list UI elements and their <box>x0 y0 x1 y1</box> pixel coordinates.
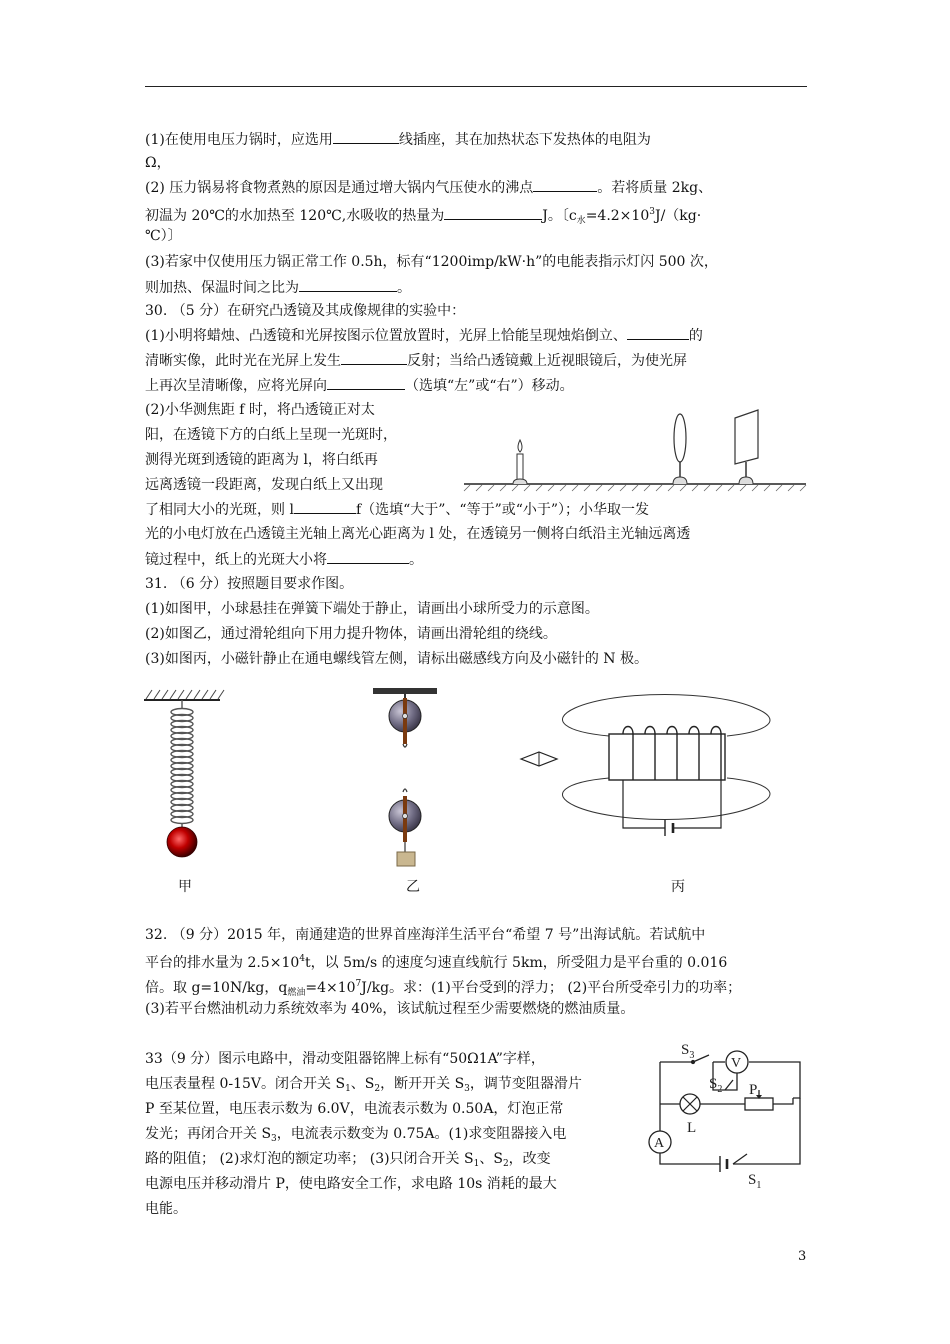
movable-pulley <box>389 789 421 852</box>
battery-icon <box>720 1156 727 1172</box>
red-ball <box>167 827 197 857</box>
q30-line-10: 光的小电灯放在凸透镜主光轴上离光心距离为 l 处，在透镜另一侧将白纸沿主光轴远离透 <box>145 526 691 542</box>
q29-line-1: (1)在使用电压力锅时，应选用 线插座，其在加热状态下发热体的电阻为 <box>145 132 651 148</box>
label-l: L <box>687 1120 697 1136</box>
q30-line-11: 镜过程中，纸上的光斑大小将 。 <box>145 552 423 568</box>
q29-line-6: (3)若家中仅使用压力锅正常工作 0.5h，标有“1200imp/kW·h”的电能表指示灯闪 500 次， <box>145 254 718 270</box>
q33-line-4: 发光；再闭合开关 $S_3$，电流表示数变为 0.75A。(1)求变阻器接入电 <box>145 1126 567 1144</box>
q30-line-4: 上再次呈清晰像，应将光屏向 （选填“左”或“右”）移动。 <box>145 378 574 394</box>
label-p: P <box>749 1082 758 1098</box>
q29-line-7: 则加热、保温时间之比为 。 <box>145 280 411 296</box>
q30-line-5: (2)小华测焦距 f 时，将凸透镜正对太 <box>145 402 375 418</box>
answer-blank[interactable] <box>333 130 399 144</box>
caption-bing: 丙 <box>671 879 685 895</box>
q31-line-3: (2)如图乙，通过滑轮组向下用力提升物体，请画出滑轮组的绕线。 <box>145 626 557 642</box>
figure-jia-spring-ball <box>140 680 230 865</box>
switch-s1 <box>733 1154 747 1164</box>
hanging-weight <box>397 852 415 866</box>
q33-line-2: 电压表量程 0-15V。闭合开关 $S_1$、$S_2$，断开开关 $S_3$，调节变阻器滑片 <box>145 1076 582 1094</box>
q31-line-2: (1)如图甲，小球悬挂在弹簧下端处于静止，请画出小球所受力的示意图。 <box>145 601 599 617</box>
q30-line-7: 测得光斑到透镜的距离为 l，将白纸再 <box>145 452 378 468</box>
answer-blank[interactable] <box>533 178 597 192</box>
q33-line-3: P 至某位置，电压表示数为 6.0V，电流表示数为 0.50A，灯泡正常 <box>145 1101 564 1117</box>
caption-jia: 甲 <box>178 879 192 895</box>
q29-line-2: Ω， <box>145 155 171 171</box>
q29-line-5: ℃）〕 <box>145 228 182 244</box>
ammeter-icon <box>649 1131 671 1153</box>
q33-line-1: 33（9 分）图示电路中，滑动变阻器铭牌上标有“50Ω1A”字样， <box>145 1051 545 1067</box>
answer-blank[interactable] <box>327 550 409 564</box>
caption-yi: 乙 <box>406 879 420 895</box>
q32-line-2: 平台的排水量为 $2.5\times 10^4t$，以 5m/s 的速度匀速直线航行 5km，所受阻力是平台重的 0.016 <box>145 954 728 971</box>
q30-line-9: 了相同大小的光斑，则 l f（选填“大于”、“等于”或“小于”）；小华取一发 <box>145 502 650 518</box>
q30-line-8: 远离透镜一段距离，发现白纸上又出现 <box>145 477 383 493</box>
q30-line-6: 阳，在透镜下方的白纸上呈现一光斑时， <box>145 427 397 443</box>
circuit-diagram <box>645 1040 810 1190</box>
page-number: 3 <box>798 1249 807 1264</box>
spring <box>171 700 193 830</box>
q29-line-3: (2) 压力锅易将食物煮熟的原因是通过增大锅内气压使水的沸点 。若将质量 2kg、 <box>145 180 713 196</box>
solenoid-core <box>609 734 725 780</box>
figure-yi-pulley-system <box>365 680 455 870</box>
q30-line-3: 清晰实像，此时光在光屏上发生 反射；当给凸透镜戴上近视眼镜后，为使光屏 <box>145 353 687 369</box>
answer-blank[interactable] <box>294 500 356 514</box>
answer-blank[interactable] <box>341 351 407 365</box>
q33-line-6: 电源电压并移动滑片 P，使电路安全工作，求电路 10s 消耗的最大 <box>145 1176 557 1192</box>
q32-line-1: 32. （9 分）2015 年，南通建造的世界首座海洋生活平台“希望 7 号”出海试航。若试航中 <box>145 927 706 943</box>
circuit-wires <box>623 780 721 828</box>
figure-bing-solenoid <box>515 680 810 875</box>
q33-line-5: 路的阻值； (2)求灯泡的额定功率； (3)只闭合开关 $S_1$、$S_2$，改变 <box>145 1151 551 1169</box>
convex-lens <box>673 414 687 484</box>
answer-blank[interactable] <box>627 326 689 340</box>
q31-title: 31. （6 分）按照题目要求作图。 <box>145 576 354 592</box>
label-s1: $S_1$ <box>748 1172 762 1191</box>
optical-bench-figure <box>460 400 810 500</box>
label-s3: $S_3$ <box>681 1042 695 1061</box>
light-screen <box>735 410 758 484</box>
battery-icon <box>665 820 673 836</box>
voltmeter-icon <box>726 1051 748 1073</box>
q32-line-4: (3)若平台燃油机动力系统效率为 40%，该试航过程至少需要燃烧的燃油质量。 <box>145 1001 635 1017</box>
answer-blank[interactable] <box>299 278 397 292</box>
switch-s2 <box>725 1080 733 1090</box>
fixed-pulley <box>389 698 421 747</box>
bench-surface <box>464 484 806 491</box>
q31-line-4: (3)如图丙，小磁针静止在通电螺线管左侧，请标出磁感线方向及小磁针的 N 极。 <box>145 651 648 667</box>
candle <box>513 440 527 484</box>
answer-blank[interactable] <box>444 206 542 220</box>
label-s2: $S_2$ <box>709 1076 723 1095</box>
q29-line-4: 初温为 20℃的水加热至 120℃,水吸收的热量为 J。〔$c_水=4.2\times 10^3J/(kg\cdot$ <box>145 207 702 226</box>
ceiling <box>144 690 224 700</box>
lamp-icon <box>680 1094 700 1114</box>
svg-text:A: A <box>654 1136 665 1151</box>
q30-line-2: (1)小明将蜡烛、凸透镜和光屏按图示位置放置时，光屏上恰能呈现烛焰倒立、 的 <box>145 328 703 344</box>
answer-blank[interactable] <box>327 376 405 390</box>
q30-title: 30. （5 分）在研究凸透镜及其成像规律的实验中： <box>145 303 466 319</box>
compass-needle-icon <box>521 752 557 766</box>
q33-line-7: 电能。 <box>145 1201 187 1217</box>
q32-line-3: 倍。取 g=10N/kg，$q_{燃油}=4\times 10^7J/kg$。求：(1)平台受到的浮力； (2)平台所受牵引力的功率； <box>145 979 742 998</box>
circuit-wires <box>660 1062 800 1164</box>
svg-text:V: V <box>731 1056 742 1071</box>
header-rule <box>145 86 807 87</box>
